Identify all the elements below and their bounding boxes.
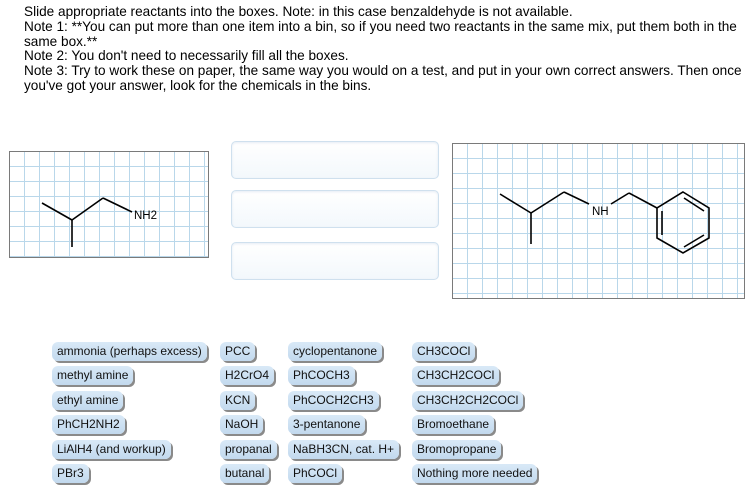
tile-pbr3[interactable]: PBr3 [52,464,89,483]
starting-material-structure [10,152,210,259]
tile-propanoyl-chloride[interactable]: CH3CH2COCl [412,366,499,385]
tile-nothing-more-needed[interactable]: Nothing more needed [412,464,537,483]
tile-ammonia[interactable]: ammonia (perhaps excess) [52,342,207,361]
instructions [24,5,744,94]
tile-kcn[interactable]: KCN [220,391,255,410]
tile-benzoyl-chloride[interactable]: PhCOCl [288,464,342,483]
tile-bromopropane[interactable]: Bromopropane [412,440,501,459]
tile-3-pentanone[interactable]: 3-pentanone [288,415,365,434]
tile-nabh3cn[interactable]: NaBH3CN, cat. H+ [288,440,399,459]
reactant-bin-3[interactable] [231,242,439,280]
instruction-line: Slide appropriate reactants into the boxes. Note: in this case benzaldehyde is not available. [24,4,573,19]
tile-propiophenone[interactable]: PhCOCH2CH3 [288,391,379,410]
product-structure [453,144,746,300]
tile-naoh[interactable]: NaOH [220,415,263,434]
instruction-line: Note 1: **You can put more than one item into a bin, so if you need two reactants in the same mix, put them both in the same box.** [24,18,737,49]
tile-propanal[interactable]: propanal [220,440,277,459]
tile-butanoyl-chloride[interactable]: CH3CH2CH2COCl [412,391,523,410]
nh-label: NH [592,206,609,218]
tile-acetyl-chloride[interactable]: CH3COCl [412,342,475,361]
tile-ethyl-amine[interactable]: ethyl amine [52,391,123,410]
starting-material-box [9,151,209,258]
tile-butanal[interactable]: butanal [220,464,269,483]
instruction-line: Note 2: You don't need to necessarily fill all the boxes. [24,48,349,64]
tile-h2cro4[interactable]: H2CrO4 [220,366,274,385]
tile-lialh4[interactable]: LiAlH4 (and workup) [52,440,171,459]
tile-cyclopentanone[interactable]: cyclopentanone [288,342,382,361]
reactant-bin-2[interactable] [231,190,439,228]
tile-benzylamine[interactable]: PhCH2NH2 [52,415,125,434]
instruction-line: Note 3: Try to work these on paper, the same way you would on a test, and put in your own correct answers. Then once you've got your answer, look for the chemicals in the bins. [24,63,742,93]
tile-bromoethane[interactable]: Bromoethane [412,415,494,434]
tile-methyl-amine[interactable]: methyl amine [52,366,133,385]
tile-pcc[interactable]: PCC [220,342,255,361]
reactant-bin-1[interactable] [231,141,439,179]
product-box [452,143,745,299]
tile-acetophenone[interactable]: PhCOCH3 [288,366,355,385]
amine-label: NH2 [134,210,158,222]
